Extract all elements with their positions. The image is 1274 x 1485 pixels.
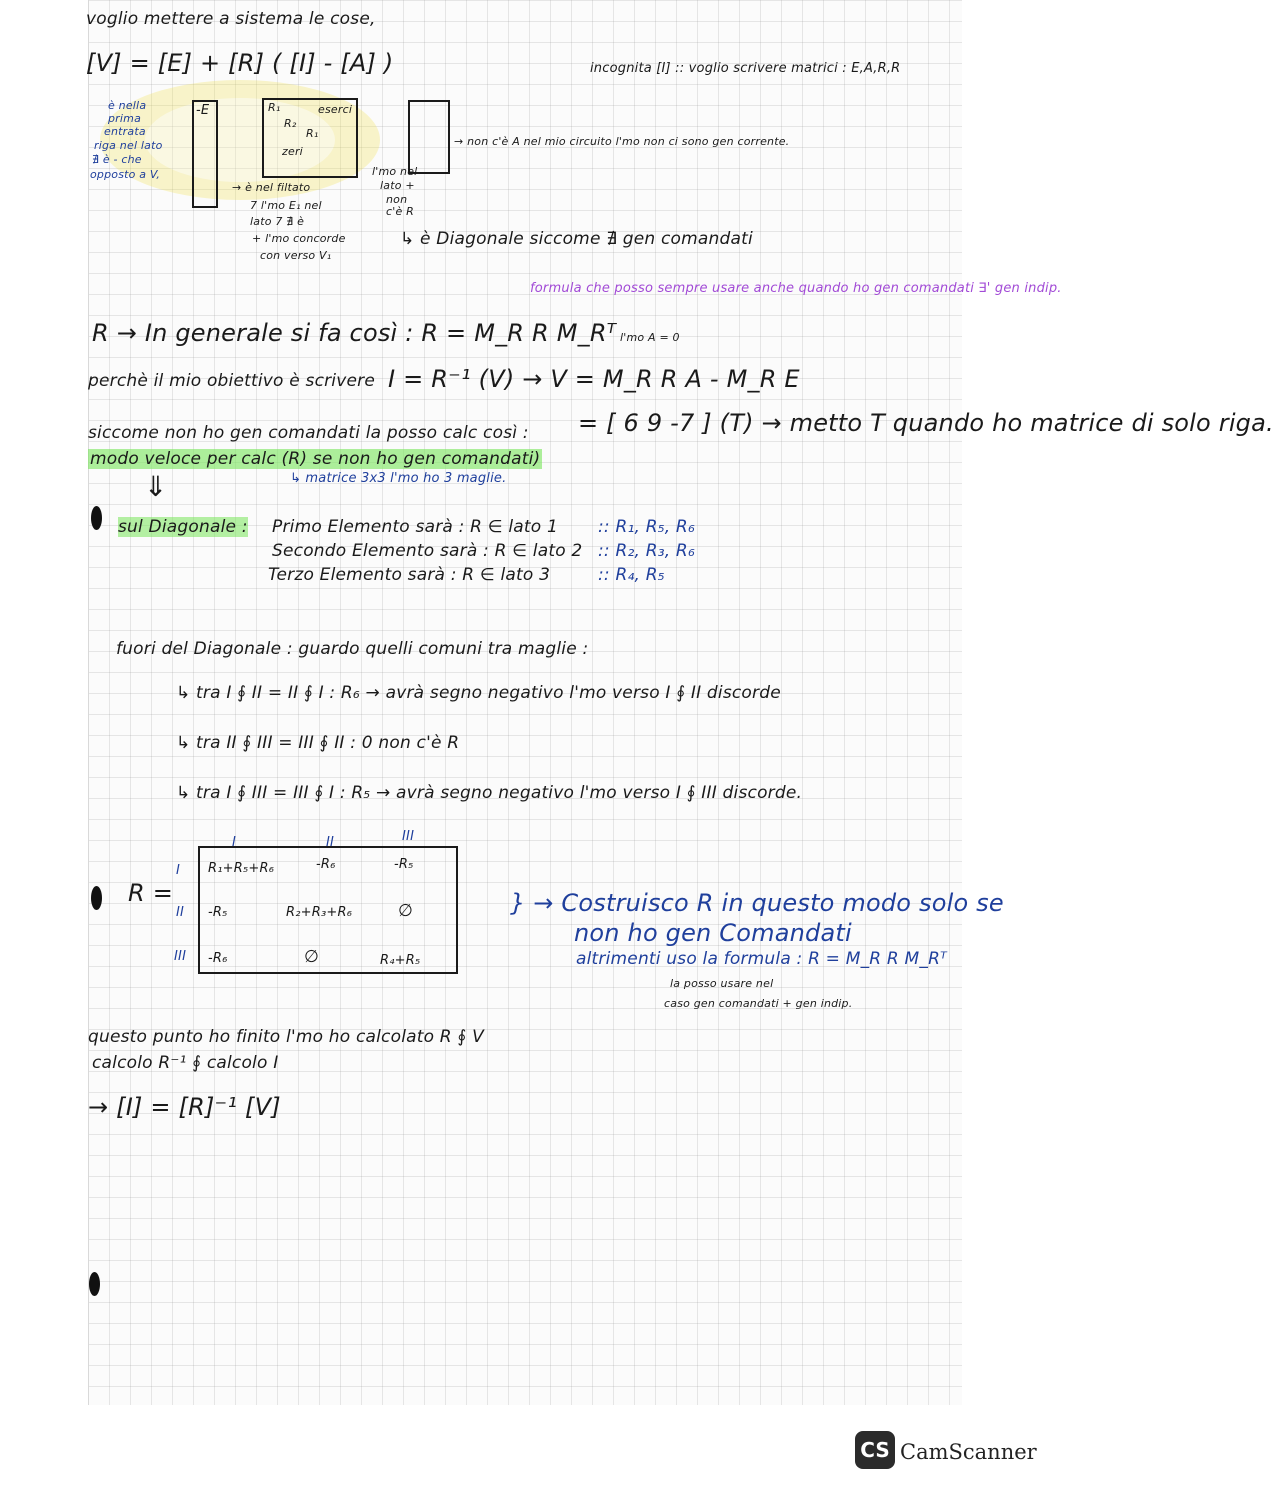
note: opposto a V, <box>90 168 161 181</box>
row-header: II <box>176 905 185 920</box>
row-header: I <box>176 863 181 878</box>
text-line: voglio mettere a sistema le cose, <box>86 9 376 29</box>
section-label: sul Diagonale : <box>118 517 248 537</box>
note: :: R₁, R₅, R₆ <box>598 517 695 537</box>
col-header: II <box>326 835 335 850</box>
row-header: III <box>174 949 187 964</box>
matrix-cell: R₁+R₅+R₆ <box>208 861 275 876</box>
camscanner-logo-icon: CS <box>855 1431 895 1469</box>
formula-line: I = R⁻¹ (V) → V = M_R R A - M_R E <box>388 365 800 393</box>
matrix-entry: R₁ <box>306 127 319 140</box>
vector-entry: -E <box>196 103 210 118</box>
text-line: ↳ tra I ∮ II = II ∮ I : R₆ → avrà segno negativo l'mo verso I ∮ II discorde <box>176 683 781 703</box>
equation-main: [V] = [E] + [R] ( [I] - [A] ) <box>86 49 394 77</box>
note: entrata <box>104 125 146 138</box>
text-line: perchè il mio obiettivo è scrivere <box>88 371 376 391</box>
note: la posso usare nel <box>670 977 774 990</box>
note: con verso V₁ <box>260 249 332 262</box>
matrix-entry: eserci <box>318 103 353 116</box>
matrix-cell: -R₆ <box>208 951 228 966</box>
bullet-point <box>89 1272 100 1296</box>
text-line: incognita [I] :: voglio scrivere matrici : E,A,R,R <box>590 61 901 76</box>
note: l'mo nel <box>372 165 418 178</box>
col-header: I <box>232 835 237 850</box>
matrix-cell: -R₆ <box>316 857 336 872</box>
note: lato + <box>380 179 415 192</box>
matrix-cell: R₄+R₅ <box>380 953 421 968</box>
highlighted-line: modo veloce per calc (R) se non ho gen comandati) <box>90 449 541 469</box>
text-line: Terzo Elemento sarà : R ∈ lato 3 <box>268 565 551 585</box>
matrix-entry: R₂ <box>284 117 297 130</box>
text-line: ↳ tra II ∮ III = III ∮ II : 0 non c'è R <box>176 733 460 753</box>
camscanner-brand: CamScanner <box>900 1440 1037 1464</box>
note: caso gen comandati + gen indip. <box>664 997 853 1010</box>
bullet-point <box>91 886 102 910</box>
note: + l'mo concorde <box>252 232 346 245</box>
note: non <box>386 193 408 206</box>
text-line: ↳ è Diagonale siccome ∄ gen comandati <box>400 229 753 249</box>
matrix-label: R = <box>128 879 174 907</box>
note: → è nel filtato <box>232 181 311 194</box>
note: c'è R <box>386 205 414 218</box>
text-line: Secondo Elemento sarà : R ∈ lato 2 <box>272 541 583 561</box>
formula-line: → [I] = [R]⁻¹ [V] <box>88 1093 281 1121</box>
note: → non c'è A nel mio circuito l'mo non ci sono gen corrente. <box>454 135 790 148</box>
matrix-cell: ∅ <box>398 901 414 921</box>
purple-note: formula che posso sempre usare anche quando ho gen comandati ∃' gen indip. <box>530 281 1062 296</box>
text-line: calcolo R⁻¹ ∮ calcolo I <box>92 1053 279 1073</box>
vector-bracket <box>408 100 450 174</box>
text-line: siccome non ho gen comandati la posso calc così : <box>88 423 529 443</box>
note: lato 7 ∄ è <box>250 215 305 228</box>
note: ↳ matrice 3x3 l'mo ho 3 maglie. <box>290 471 507 486</box>
note: } → Costruisco R in questo modo solo se <box>510 889 1004 917</box>
vector-result: = [ 6 9 -7 ] (T) → metto T quando ho matrice di solo riga. <box>578 409 1274 437</box>
implies-arrow: ⇓ <box>144 470 168 503</box>
matrix-entry: R₁ <box>268 101 281 114</box>
text-line: Primo Elemento sarà : R ∈ lato 1 <box>272 517 558 537</box>
note: non ho gen Comandati <box>574 919 852 947</box>
text-line: questo punto ho finito l'mo ho calcolato R ∮ V <box>88 1027 484 1047</box>
matrix-cell: -R₅ <box>394 857 414 872</box>
matrix-entry: zeri <box>282 145 303 158</box>
note: 7 l'mo E₁ nel <box>250 199 322 212</box>
note: prima <box>108 112 142 125</box>
col-header: III <box>402 829 415 844</box>
note: :: R₄, R₅ <box>598 565 665 585</box>
text-line: fuori del Diagonale : guardo quelli comuni tra maglie : <box>116 639 589 659</box>
note: ∄ è - che <box>92 153 142 166</box>
note: :: R₂, R₃, R₆ <box>598 541 695 561</box>
bullet-point <box>91 506 102 530</box>
note: l'mo A = 0 <box>620 331 680 344</box>
matrix-cell: ∅ <box>304 947 320 967</box>
formula-line: R → In generale si fa così : R = M_R R M_Rᵀ <box>92 319 617 347</box>
text-line: ↳ tra I ∮ III = III ∮ I : R₅ → avrà segno negativo l'mo verso I ∮ III discorde. <box>176 783 803 803</box>
note: altrimenti uso la formula : R = M_R R M_Rᵀ <box>576 949 947 969</box>
note: riga nel lato <box>94 139 163 152</box>
matrix-cell: -R₅ <box>208 905 228 920</box>
matrix-cell: R₂+R₃+R₆ <box>286 905 353 920</box>
note: è nella <box>108 99 147 112</box>
